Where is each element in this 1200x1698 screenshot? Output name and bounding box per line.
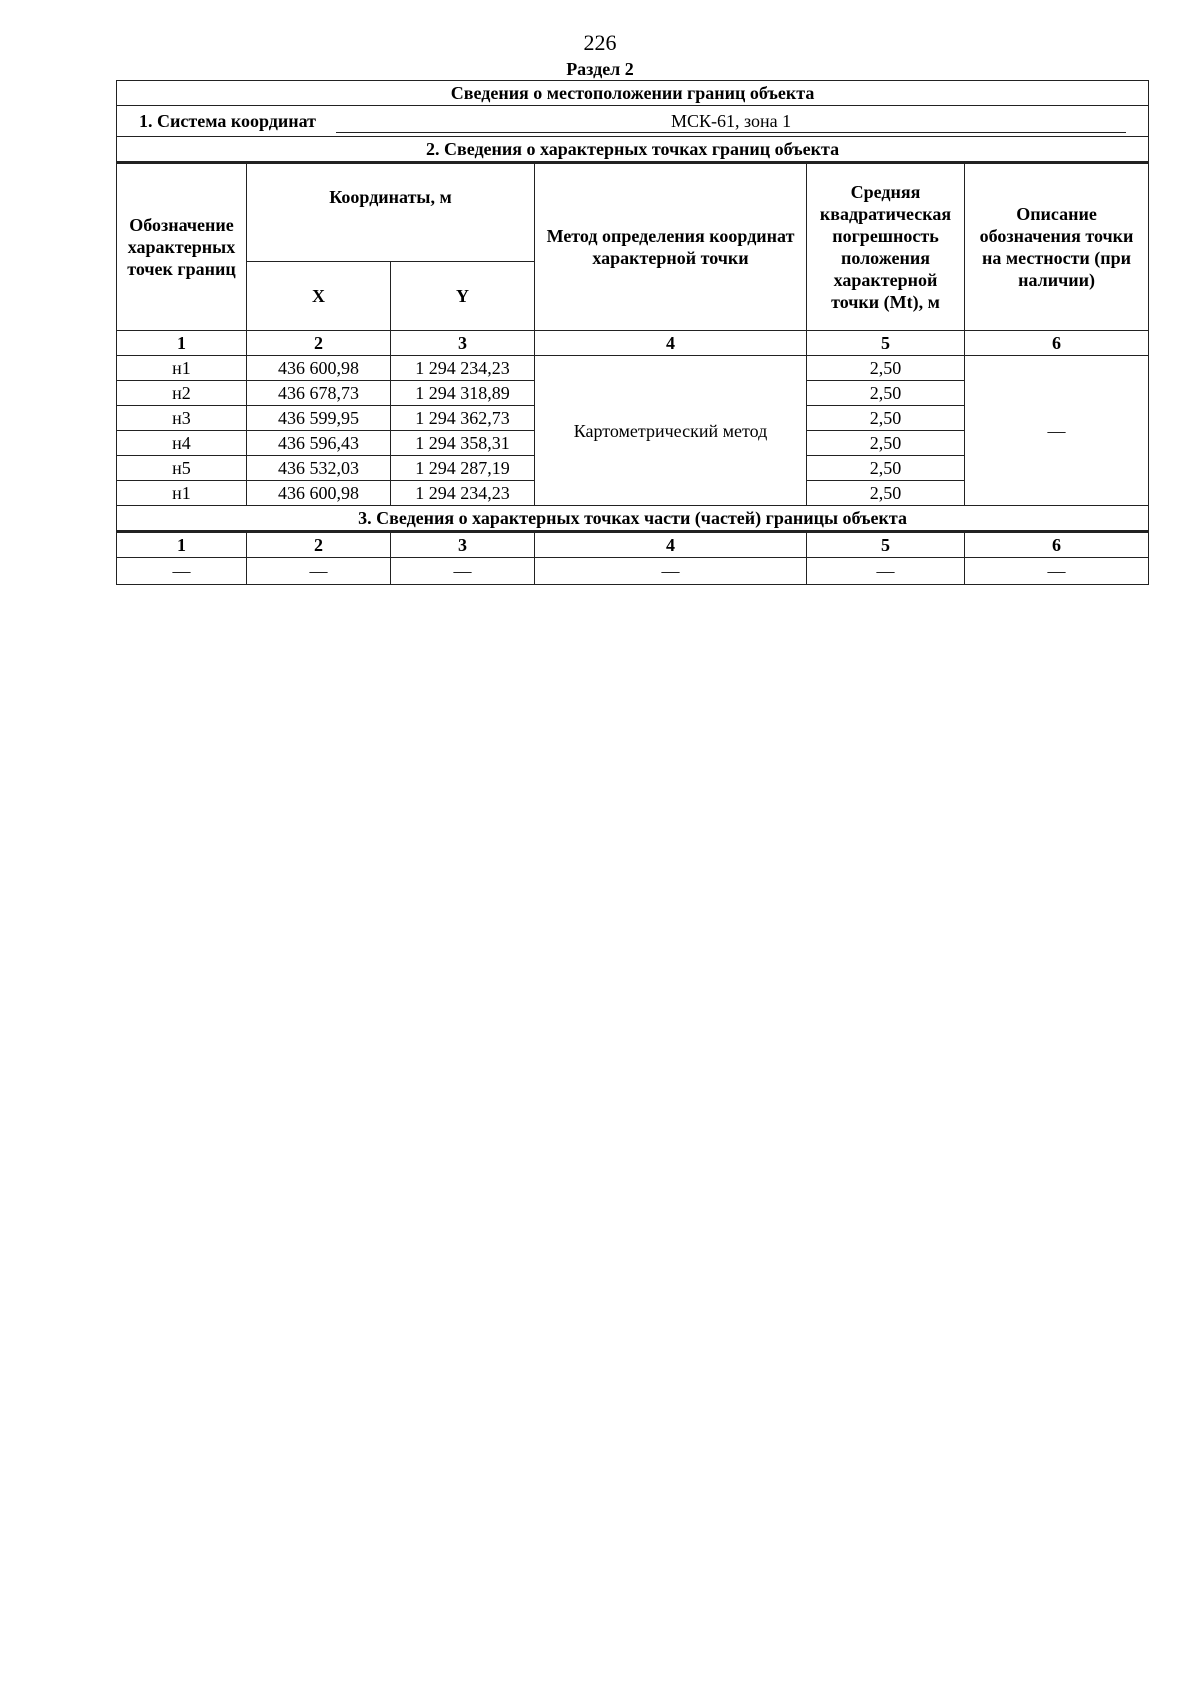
y-cell: 1 294 318,89 [391,381,535,406]
column-number: 3 [391,532,535,558]
column-number: 2 [247,331,391,356]
mt-cell: 2,50 [807,406,965,431]
point-cell: н3 [117,406,247,431]
table-title: Сведения о местоположении границ объекта [117,81,1149,106]
column-number: 6 [965,532,1149,558]
point-cell: н5 [117,456,247,481]
coordinate-system-label: 1. Система координат [139,110,317,131]
method-cell: Картометрический метод [535,356,807,506]
y-cell: 1 294 287,19 [391,456,535,481]
point-cell: н4 [117,431,247,456]
coordinate-system-value: МСК-61, зона 1 [336,110,1126,133]
header-point-designation: Обозначение характерных точек границ [117,163,247,331]
x-cell: 436 532,03 [247,456,391,481]
subsection-3-title: 3. Сведения о характерных точках части (частей) границы объекта [117,506,1149,532]
mt-cell: 2,50 [807,381,965,406]
mt-cell: 2,50 [807,481,965,506]
column-number: 5 [807,532,965,558]
column-number: 3 [391,331,535,356]
header-y: Y [391,262,535,331]
header-error: Средняя квадратическая погрешность положения характерной точки (Mt), м [807,163,965,331]
y-cell: 1 294 358,31 [391,431,535,456]
point-cell: н1 [117,481,247,506]
header-description: Описание обозначения точки на местности (при наличии) [965,163,1149,331]
y-cell: 1 294 234,23 [391,481,535,506]
point-cell: н1 [117,356,247,381]
description-cell: — [965,356,1149,506]
subsection-2-title: 2. Сведения о характерных точках границ объекта [117,137,1149,163]
section-title: Раздел 2 [566,59,634,79]
mt-cell: 2,50 [807,431,965,456]
column-number: 2 [247,532,391,558]
dash-cell: — [247,558,391,585]
header-method: Метод определения координат характерной точки [535,163,807,331]
header-coordinates: Координаты, м [247,163,535,262]
table-row [117,356,1149,381]
dash-cell: — [535,558,807,585]
column-number: 6 [965,331,1149,356]
column-number: 4 [535,532,807,558]
page-number: 226 [583,30,617,55]
x-cell: 436 600,98 [247,481,391,506]
dash-cell: — [965,558,1149,585]
dash-cell: — [117,558,247,585]
column-number: 5 [807,331,965,356]
column-number: 4 [535,331,807,356]
dash-cell: — [391,558,535,585]
table-row [117,558,1149,585]
coordinate-system-row [117,106,1149,137]
dash-cell: — [807,558,965,585]
column-number: 1 [117,331,247,356]
point-cell: н2 [117,381,247,406]
mt-cell: 2,50 [807,456,965,481]
x-cell: 436 678,73 [247,381,391,406]
boundary-table [116,80,1149,585]
x-cell: 436 600,98 [247,356,391,381]
mt-cell: 2,50 [807,356,965,381]
header-x: X [247,262,391,331]
x-cell: 436 596,43 [247,431,391,456]
y-cell: 1 294 362,73 [391,406,535,431]
y-cell: 1 294 234,23 [391,356,535,381]
x-cell: 436 599,95 [247,406,391,431]
column-number: 1 [117,532,247,558]
